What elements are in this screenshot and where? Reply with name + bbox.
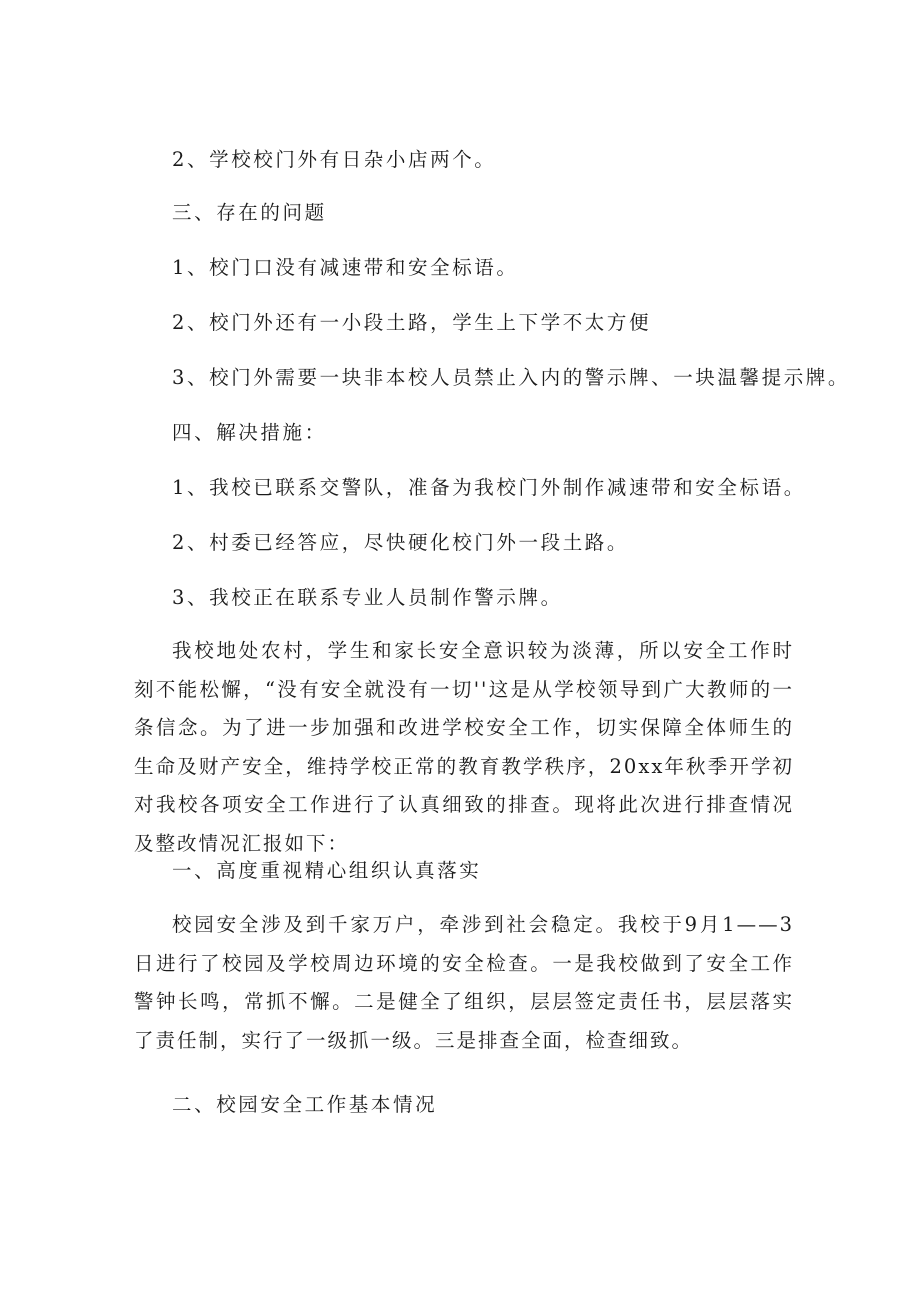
list-item: 2、校门外还有一小段土路，学生上下学不太方便: [172, 311, 652, 334]
list-item: 3、我校正在联系专业人员制作警示牌。: [172, 586, 563, 609]
body-paragraph: 我校地处农村，学生和家长安全意识较为淡薄，所以安全工作时刻不能松懈，“没有安全就没有一切''这是从学校领导到广大教师的一条信念。为了进一步加强和改进学校安全工作，切实保障全体师生的生命及财产安全，维持学校正常的教育教学秩序，20xx年秋季开学初对我校各项安全工作进行了认真细致的排查。现将此次进行排查情况及整改情况汇报如下：: [134, 639, 794, 855]
body-paragraph: 校园安全涉及到千家万户，牵涉到社会稳定。我校于9月1——3日进行了校园及学校周边环境的安全检查。一是我校做到了安全工作警钟长鸣，常抓不懈。二是健全了组织，层层签定责任书，层层落实了责任制，实行了一级抓一级。三是排查全面，检查细致。: [134, 913, 794, 1052]
section-heading-problems: 三、存在的问题: [172, 201, 327, 224]
list-item: 3、校门外需要一块非本校人员禁止入内的警示牌、一块温馨提示牌。: [172, 366, 851, 389]
section-heading-basic-situation: 二、校园安全工作基本情况: [172, 1093, 438, 1116]
section-heading-measures: 四、解决措施：: [172, 421, 327, 444]
list-item: 2、学校校门外有日杂小店两个。: [172, 148, 497, 171]
list-item: 2、村委已经答应，尽快硬化校门外一段土路。: [172, 531, 630, 554]
list-item: 1、校门口没有减速带和安全标语。: [172, 256, 519, 279]
section-heading-organization: 一、高度重视精心组织认真落实: [172, 859, 482, 882]
list-item: 1、我校已联系交警队，准备为我校门外制作减速带和安全标语。: [172, 476, 806, 499]
